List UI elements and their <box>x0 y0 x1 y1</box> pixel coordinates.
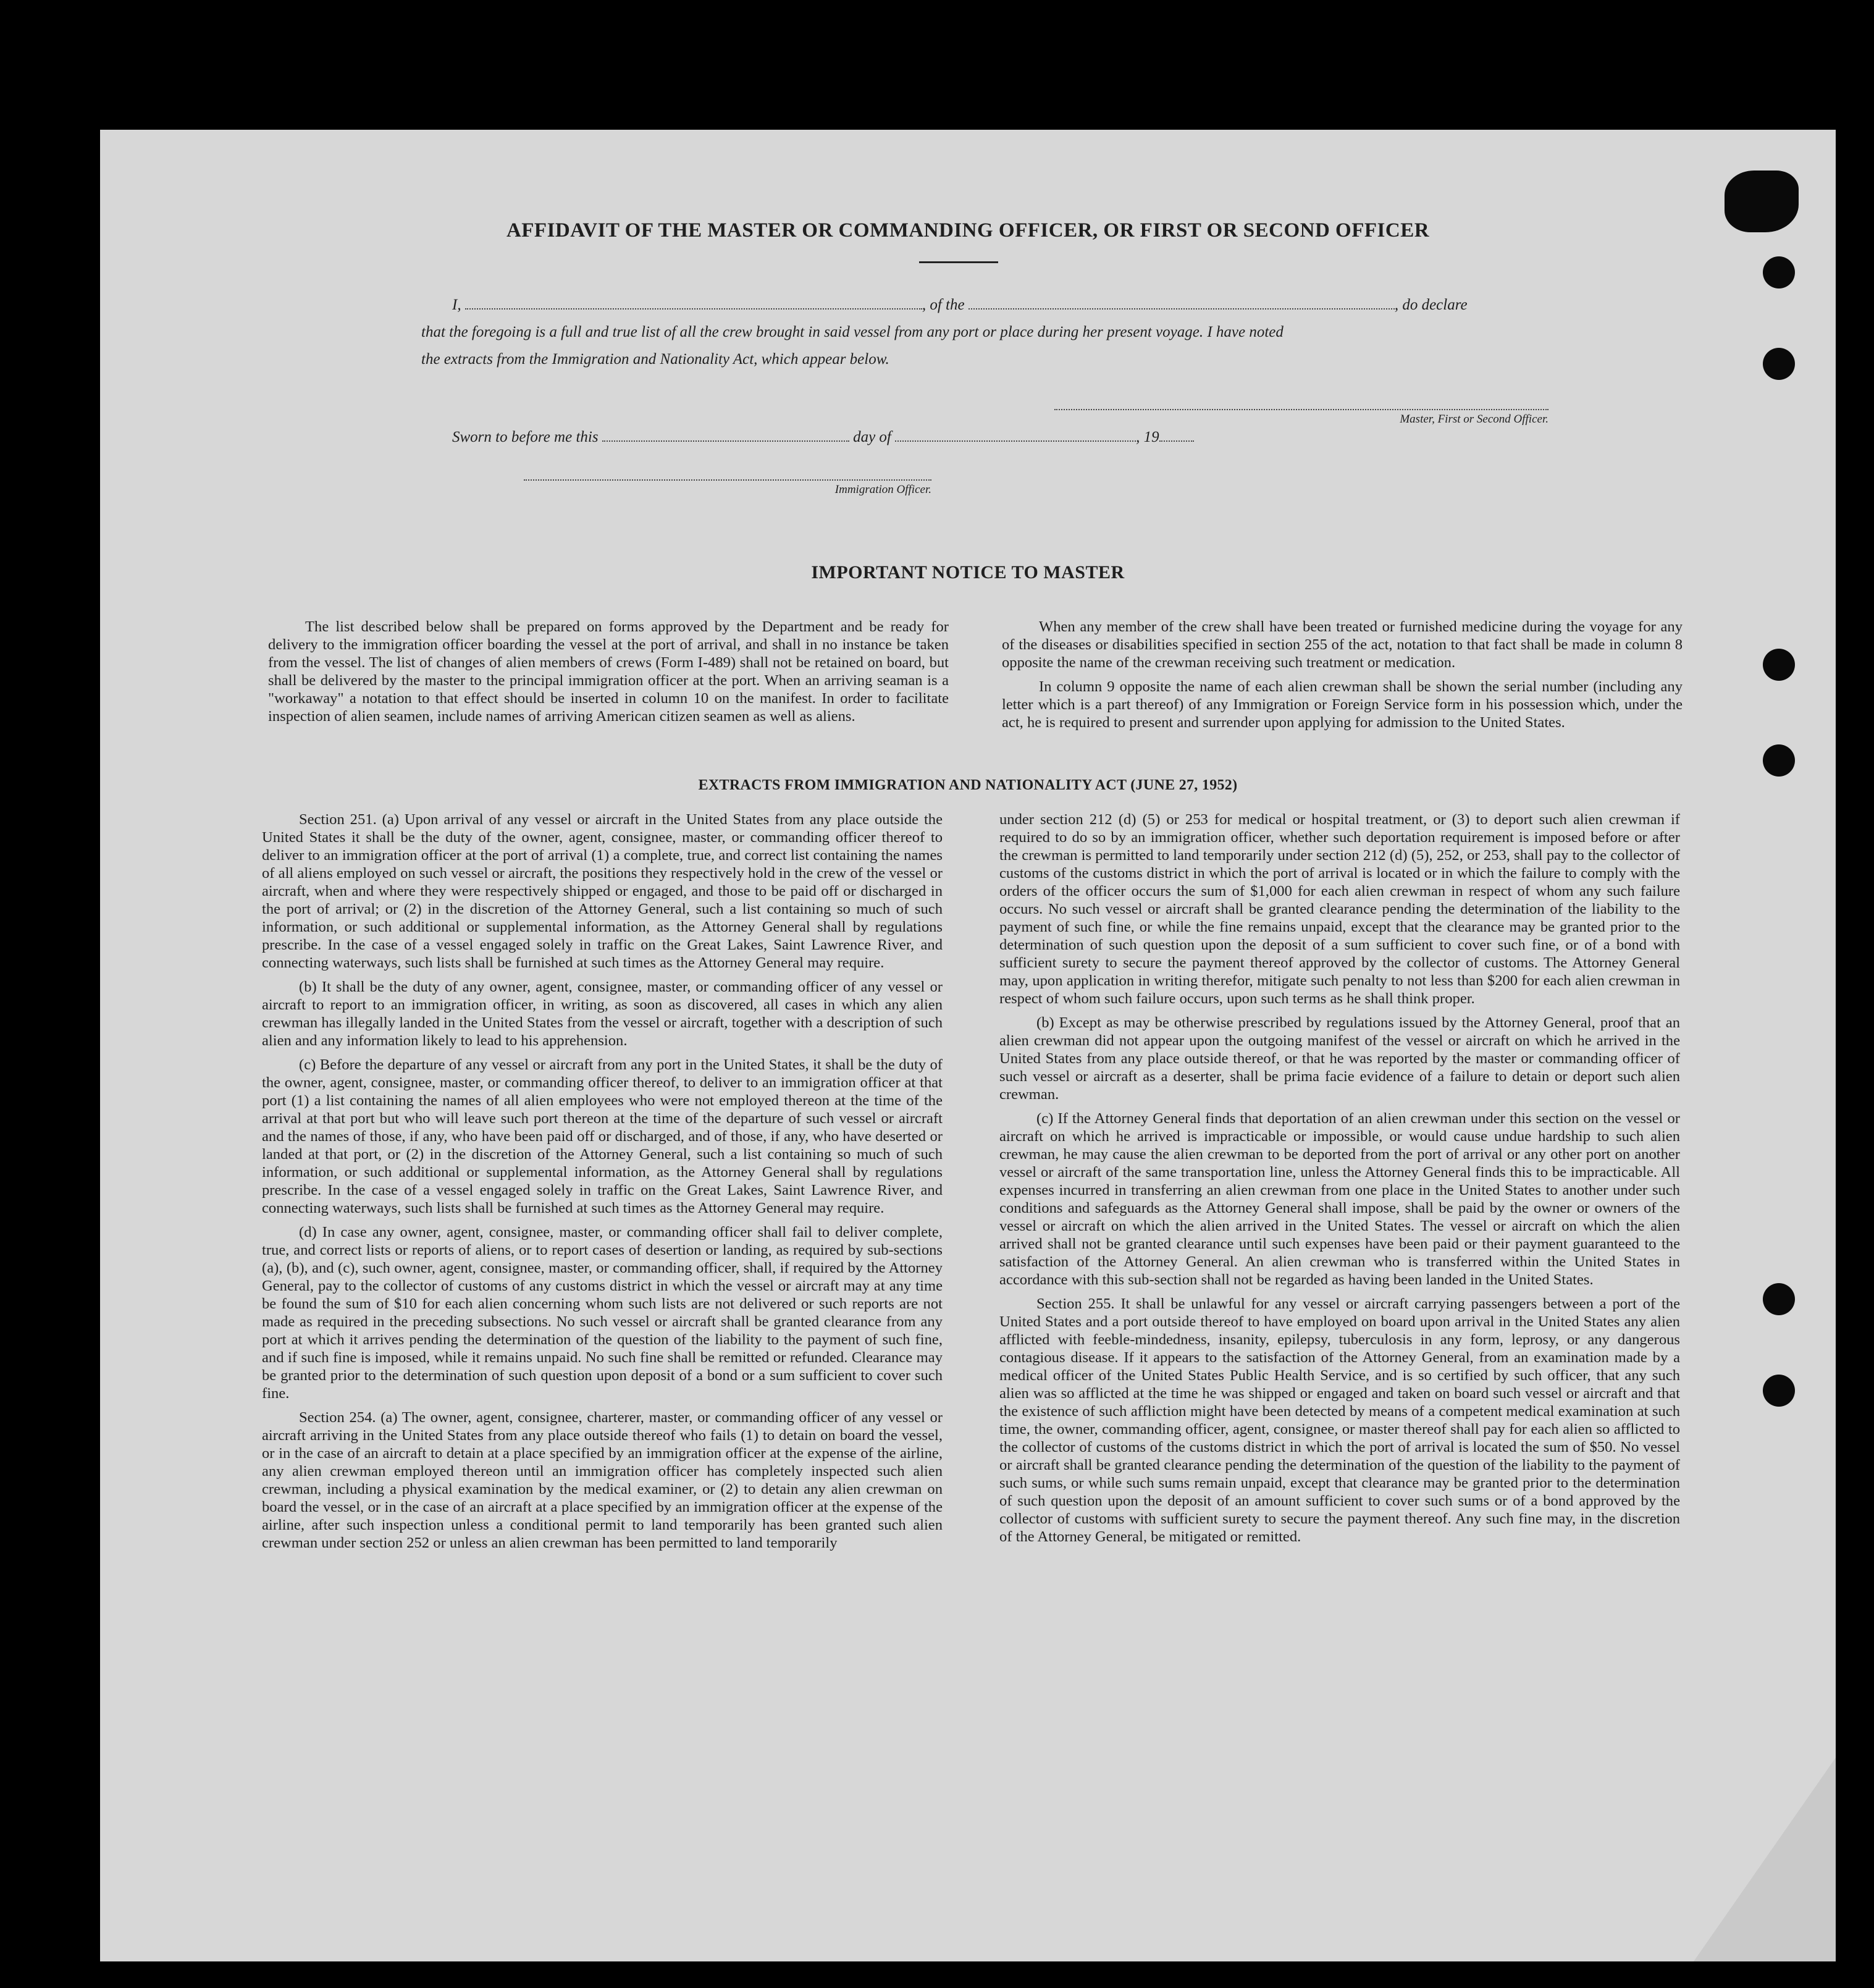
vessel-name-field[interactable] <box>969 308 1395 310</box>
extracts-right-column <box>999 811 1680 1546</box>
affidavit-title: AFFIDAVIT OF THE MASTER OR COMMANDING OFFICER, OR FIRST OR SECOND OFFICER <box>506 219 1430 242</box>
declaration-line-1 <box>452 292 1642 319</box>
notice-right-column <box>1002 618 1683 731</box>
extract-paragraph: Section 251. (a) Upon arrival of any vessel or aircraft in the United States from any place outside the United States it shall be the duty of the owner, agent, consignee, master, or commanding officer thereof to deliver to an immigration officer at the port of arrival (1) a complete, true, and correct list containing the names of all aliens employed on such vessel or aircraft, the positions they respectively hold in the crew of the vessel or aircraft, when and where they were respectively shipped or engaged, and those to be paid off or discharged in the port of arrival; or (2) in the discretion of the Attorney General, such a list containing so much of such information, or such additional or supplemental information, as the Attorney General shall by regulations prescribe. In the case of a vessel engaged solely in traffic on the Great Lakes, Saint Lawrence River, and connecting waterways, such lists shall be furnished at such times as the Attorney General may require. <box>262 811 943 971</box>
binder-hole <box>1763 1283 1795 1315</box>
declaration-line-2: that the foregoing is a full and true list of all the crew brought in said vessel from any port or place during her present voyage. I have noted <box>421 324 1284 340</box>
binder-hole <box>1763 649 1795 681</box>
extracts-left-column <box>262 811 943 1552</box>
notice-left-column <box>268 618 949 725</box>
year-label: , 19 <box>1136 429 1159 445</box>
binder-hole <box>1763 744 1795 777</box>
sworn-label: Sworn to before me this <box>452 429 599 445</box>
extract-paragraph: (c) If the Attorney General finds that deportation of an alien crewman under this section on the vessel or aircraft on which he arrived is impracticable or impossible, or would cause undue hardship to such alien crewman, he may cause the alien crewman to be deported from the port of arrival or any other port on another vessel or aircraft of the same transportation line, unless the Attorney General finds this to be impracticable. All expenses incurred in transferring an alien crewman from one place in the United States to another under such conditions and safeguards as the Attorney General shall impose, shall be paid by the owner or owners of the vessel or aircraft on which the alien arrived in the United States. The vessel or aircraft on which the alien arrived shall not be granted clearance until such expenses have been paid or their payment guaranteed to the satisfaction of the Attorney General. An alien crewman who is transferred within the United States in accordance with this sub-section shall not be regarded as having been landed in the United States. <box>999 1110 1680 1288</box>
extract-paragraph: (b) It shall be the duty of any owner, agent, consignee, master, or commanding officer of any vessel or aircraft to report to an immigration officer, in writing, as soon as discovered, all cases in which any alien crewman has illegally landed in the United States from the vessel or aircraft, together with a description of such alien and any information likely to lead to his apprehension. <box>262 979 943 1049</box>
master-signature-label: Master, First or Second Officer. <box>1400 413 1548 426</box>
sworn-line <box>452 424 1379 451</box>
notice-paragraph: When any member of the crew shall have been treated or furnished medicine during the voyage for any of the diseases or disabilities specified in section 255 of the act, notation to that fact shall be made in column 8 opposite the name of the crewman receiving such treatment or medication. <box>1002 618 1683 671</box>
notice-title: IMPORTANT NOTICE TO MASTER <box>811 562 1125 583</box>
binder-hole <box>1763 348 1795 380</box>
folded-corner <box>1694 1758 1836 1961</box>
notice-paragraph: In column 9 opposite the name of each alien crewman shall be shown the serial number (including any letter which is a part thereof) of any Immigration or Foreign Service form in his possession which, under the act, he is required to present and surrender upon applying for admission to the United States. <box>1002 678 1683 731</box>
extract-paragraph: Section 255. It shall be unlawful for any vessel or aircraft carrying passengers between a port of the United States and a port outside thereof to have employed on board upon arrival in the United States any alien afflicted with feeble-mindedness, insanity, epilepsy, tuberculosis in any form, leprosy, or any dangerous contagious disease. If it appears to the satisfaction of the Attorney General, from an examination made by a medical officer of the United States Public Health Service, and is so certified by such officer, that any such alien was so afflicted at the time he was shipped or engaged and taken on board such vessel or aircraft and that the existence of such affliction might have been detected by means of a competent medical examination at such time, the owner, commanding officer, agent, consignee, or master thereof shall pay for each alien so afflicted to the collector of customs of the customs district in which the port of arrival is located the sum of $50. No vessel or aircraft shall be granted clearance pending the determination of the question of the liability to the payment of such sums, or while such sums remain unpaid, except that clearance may be granted prior to the determination of such question upon the deposit of an amount sufficient to cover such sums or of a bond approved by the collector of customs with sufficient surety to secure the payment thereof. Any such fine may, in the discretion of the Attorney General, be mitigated or remitted. <box>999 1295 1680 1545</box>
sworn-month-field[interactable] <box>895 440 1136 442</box>
sworn-date-field[interactable] <box>602 440 849 442</box>
extract-paragraph: (c) Before the departure of any vessel or aircraft from any port in the United States, it shall be the duty of the owner, agent, consignee, master, or commanding officer thereof, to deliver to an immigration officer at that port (1) a list containing the names of all alien employees who were not employed thereon at the time of the arrival at that port but who will leave such port thereon at the time of the departure of such vessel or aircraft and the names of those, if any, who have been paid off or discharged, and of those, if any, who have deserted or landed at that port, or (2) in the discretion of the Attorney General, such a list containing so much of such information, or such additional or supplemental information, as the Attorney General shall by regulations prescribe. In the case of a vessel engaged solely in traffic on the Great Lakes, Saint Lawrence River, and connecting waterways, such lists shall be furnished at such times as the Attorney General may require. <box>262 1056 943 1216</box>
immigration-officer-label: Immigration Officer. <box>834 483 931 496</box>
extract-paragraph: under section 212 (d) (5) or 253 for medical or hospital treatment, or (3) to deport such alien crewman if required to do so by an immigration officer, whether such deportation requirement is imposed before or after the crewman is permitted to land temporarily under section 212 (d) (5), 252, or 253, shall pay to the collector of customs of the customs district in which the port of arrival is located or in which the failure to comply with the orders of the officer occurs the sum of $1,000 for each alien crewman in respect of whom any such failure occurs. No such vessel or aircraft shall be granted clearance pending the determination of the liability to the payment of such fine, or while the fine remains unpaid, except that the clearance may be granted prior to the determination of such question upon the deposit of a sum sufficient to cover such fine, or of a bond with sufficient surety to secure the payment thereof approved by the collector of customs. The Attorney General may, upon application in writing therefor, mitigate such penalty to not less than $200 for each alien crewman in respect of whom such failure occurs, upon such terms as he shall think proper. <box>999 811 1680 1007</box>
declaration-of-label: , of the <box>922 297 965 313</box>
declaration-i-label: I, <box>452 297 461 313</box>
binder-hole <box>1763 256 1795 289</box>
declaration-declare-label: , do declare <box>1394 297 1468 313</box>
binder-tab <box>1725 171 1799 232</box>
title-divider <box>919 261 998 263</box>
officer-name-field[interactable] <box>465 308 922 310</box>
extract-paragraph: Section 254. (a) The owner, agent, consignee, charterer, master, or commanding officer of any vessel or aircraft arriving in the United States from any place outside thereof who fails (1) to detain on board the vessel, or in the case of an aircraft to detain at a place specified by an immigration officer at the expense of the airline, any alien crewman employed thereon until an immigration officer has completely inspected such alien crewman, including a physical examination by the medical examiner, or (2) to detain any alien crewman on board the vessel, or in the case of an aircraft at a place specified by an immigration officer at the expense of the airline, after such inspection unless a conditional permit to land temporarily has been granted such alien crewman under section 252 or unless an alien crewman has been permitted to land temporarily <box>262 1409 943 1551</box>
extracts-title: EXTRACTS FROM IMMIGRATION AND NATIONALITY ACT (JUNE 27, 1952) <box>698 777 1238 793</box>
immigration-officer-signature-line[interactable] <box>524 479 931 497</box>
document-page <box>100 130 1836 1961</box>
sworn-year-field[interactable] <box>1159 440 1194 442</box>
notice-paragraph: The list described below shall be prepared on forms approved by the Department and be ready for delivery to the immigration officer boarding the vessel at the port of arrival, and shall in no instance be taken from the vessel. The list of changes of alien members of crews (Form I-489) shall not be retained on board, but shall be delivered by the master to the principal immigration officer at the port. When an arriving seaman is a "workaway" a notation to that effect should be inserted in column 10 on the manifest. In order to facilitate inspection of alien seamen, include names of arriving American citizen seamen as well as aliens. <box>268 618 949 725</box>
binder-hole <box>1763 1375 1795 1407</box>
day-of-label: day of <box>853 429 891 445</box>
declaration-line-3: the extracts from the Immigration and Nationality Act, which appear below. <box>421 351 889 368</box>
extract-paragraph: (d) In case any owner, agent, consignee, master, or commanding officer shall fail to deliver complete, true, and correct lists or reports of aliens, or to report cases of desertion or landing, as required by sub-sections (a), (b), and (c), such owner, agent, consignee, master, or commanding officer, shall, if required by the Attorney General, pay to the collector of customs of any customs district in which the vessel or aircraft may at any time be found the sum of $10 for each alien concerning whom such lists are not delivered or such reports are not made as required in the preceding subsections. No such vessel or aircraft shall be granted clearance from any port at which it arrives pending the determination of the question of the liability to the payment of such fine, and if such fine is imposed, while it remains unpaid. No such fine shall be remitted or refunded. Clearance may be granted prior to the determination of such question upon deposit of a bond or a sum sufficient to cover such fine. <box>262 1224 943 1402</box>
extract-paragraph: (b) Except as may be otherwise prescribed by regulations issued by the Attorney General, proof that an alien crewman did not appear upon the outgoing manifest of the vessel or aircraft on which he arrived in the United States from any place outside thereof, or that he was reported by the master or commanding officer of such vessel or aircraft as a deserter, shall be prima facie evidence of a failure to detain or deport such alien crewman. <box>999 1014 1680 1103</box>
